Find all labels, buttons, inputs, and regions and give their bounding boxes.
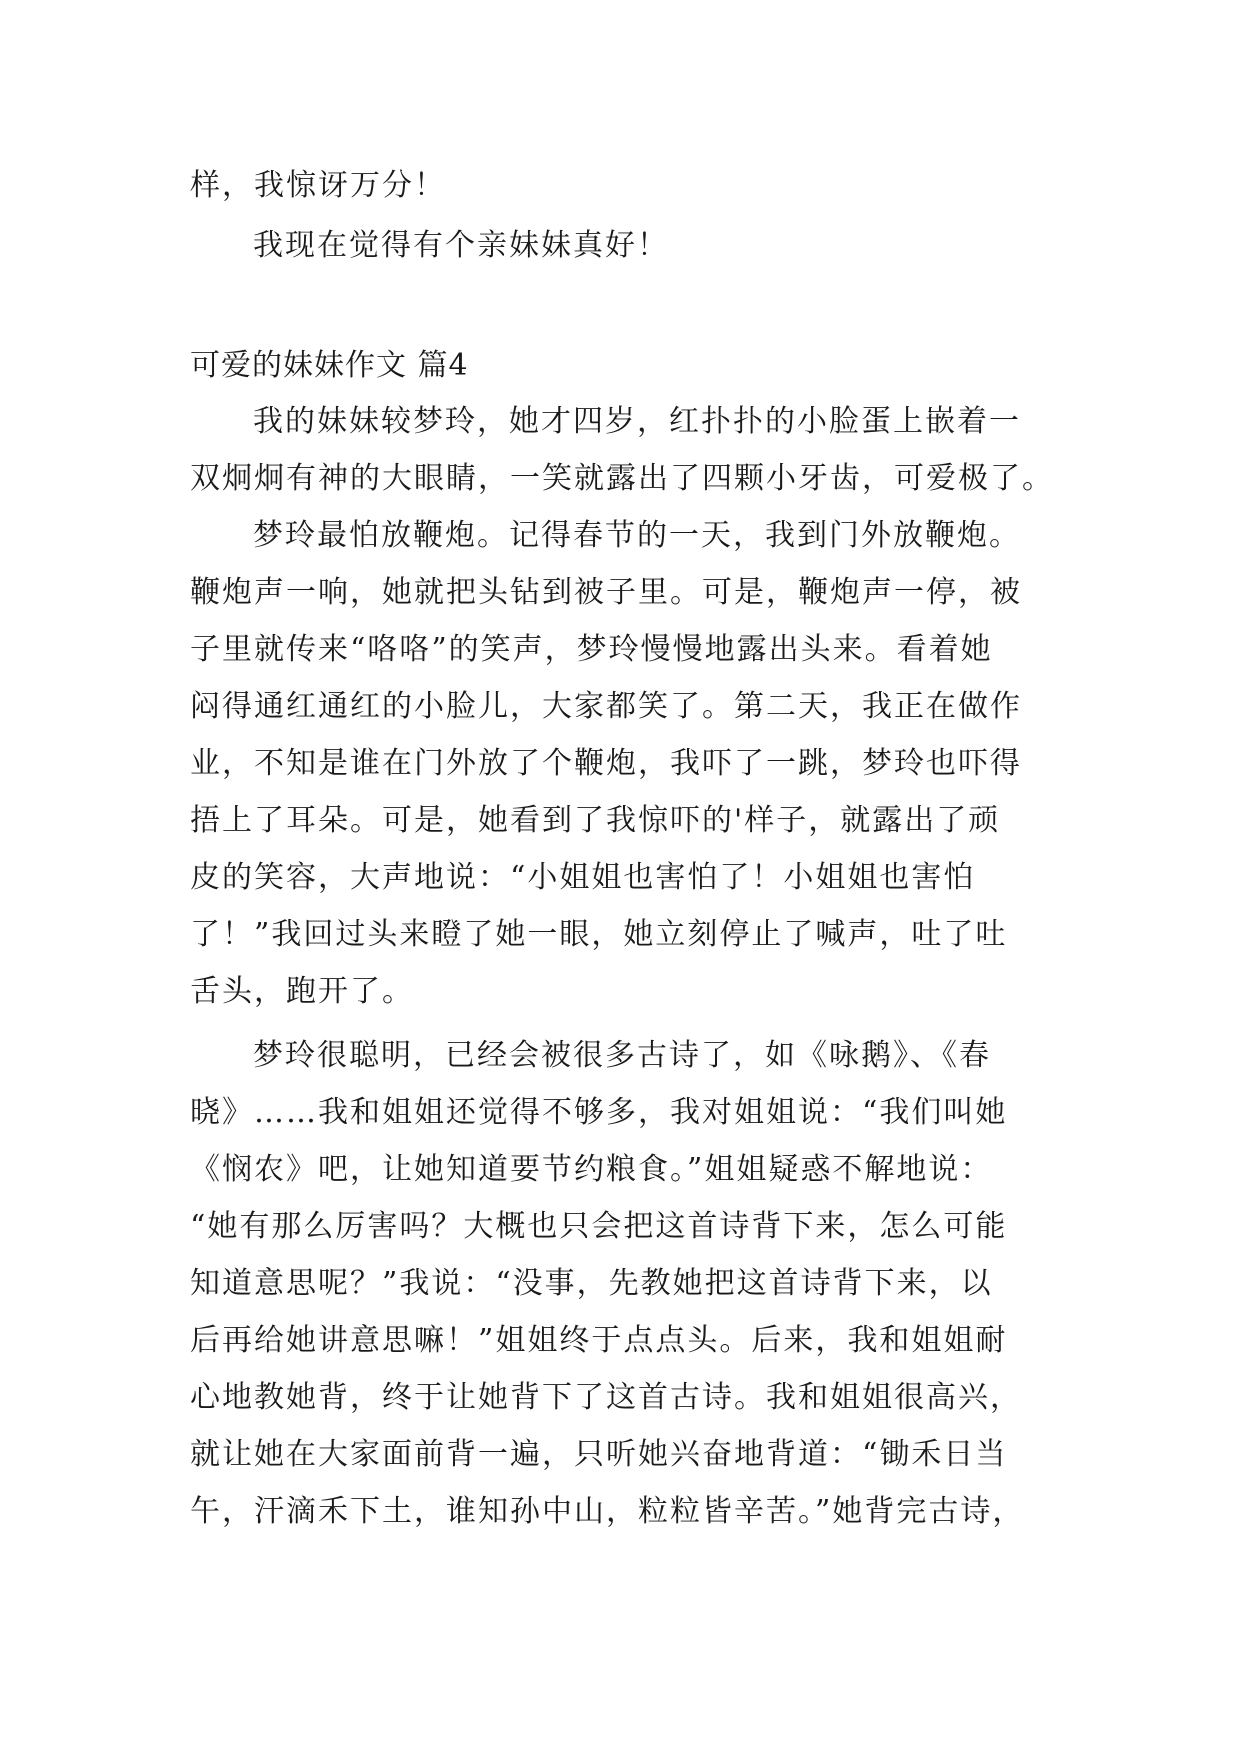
text-line: 鞭炮声一响，她就把头钻到被子里。可是，鞭炮声一停，被 [190,575,1022,610]
text-line: 业，不知是谁在门外放了个鞭炮，我吓了一跳，梦玲也吓得 [190,746,1022,781]
text-line: 知道意思呢？”我说：“没事，先教她把这首诗背下来，以 [190,1266,993,1301]
text-line: 我的妹妹较梦玲，她才四岁，红扑扑的小脸蛋上嵌着一 [253,404,1021,439]
text-line: 梦玲最怕放鞭炮。记得春节的一天，我到门外放鞭炮。 [253,518,1021,553]
text-line: 闷得通红通红的小脸儿，大家都笑了。第二天，我正在做作 [190,689,1022,724]
text-line: 心地教她背，终于让她背下了这首古诗。我和姐姐很高兴， [190,1380,1022,1415]
text-line: 了！”我回过头来瞪了她一眼，她立刻停止了喊声，吐了吐 [190,917,1008,952]
text-line: 梦玲很聪明，已经会被很多古诗了，如《咏鹅》、《春 [253,1038,991,1073]
section-title: 可爱的妹妹作文 篇4 [190,348,469,383]
text-line: 后再给她讲意思嘛！”姐姐终于点点头。后来，我和姐姐耐 [190,1323,1008,1358]
text-line: 舌头，跑开了。 [190,974,414,1009]
text-line: 晓》……我和姐姐还觉得不够多，我对姐姐说：“我们叫她 [190,1095,1008,1130]
text-line: 双炯炯有神的大眼睛，一笑就露出了四颗小牙齿，可爱极了。 [190,461,1054,496]
text-line: “她有那么厉害吗？大概也只会把这首诗背下来，怎么可能 [190,1209,1008,1244]
text-line: 午，汗滴禾下土，谁知孙中山，粒粒皆辛苦。”她背完古诗， [190,1494,1025,1529]
text-line: 皮的笑容，大声地说：“小姐姐也害怕了！小姐姐也害怕 [190,860,976,895]
text-line: 就让她在大家面前背一遍，只听她兴奋地背道：“锄禾日当 [190,1437,1008,1472]
text-line: 子里就传来“咯咯”的笑声，梦玲慢慢地露出头来。看着她 [190,632,993,667]
text-line: 我现在觉得有个亲妹妹真好！ [253,228,669,263]
text-line: 《悯农》吧，让她知道要节约粮食。”姐姐疑惑不解地说： [190,1152,993,1187]
text-line: 样，我惊讶万分！ [190,168,446,203]
text-line: 捂上了耳朵。可是，她看到了我惊吓的'样子，就露出了顽 [190,803,1001,838]
